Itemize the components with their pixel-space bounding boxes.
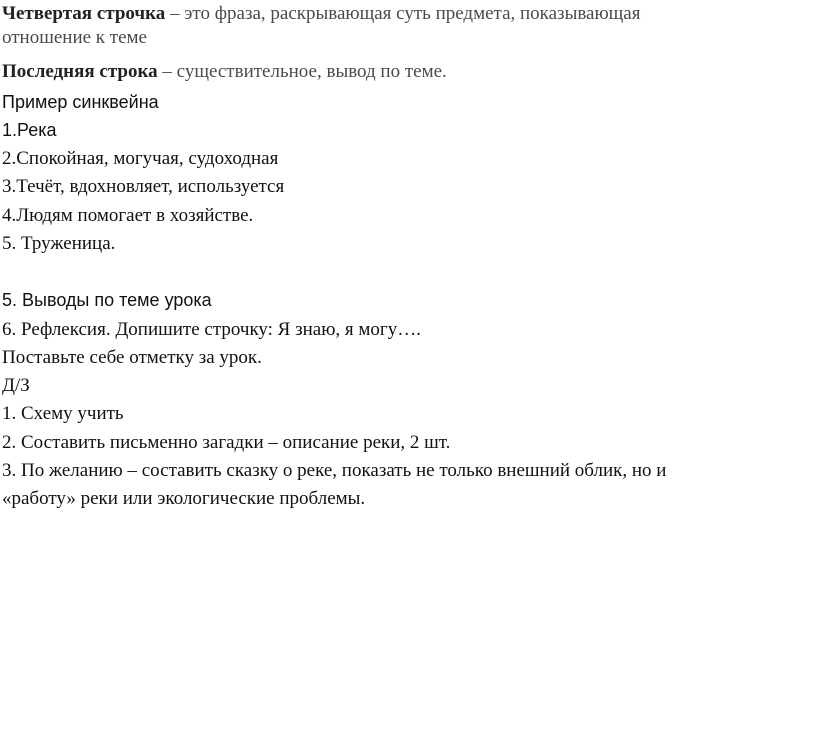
homework-item: 2. Составить письменно загадки – описание реки, 2 шт. <box>2 432 451 453</box>
example-item: 5. Труженица. <box>2 233 116 254</box>
definition-last-line <box>2 60 447 84</box>
homework-item: «работу» реки или экологические проблемы. <box>2 488 366 509</box>
example-item: 2.Спокойная, могучая, судоходная <box>2 148 279 169</box>
homework-heading: Д/З <box>2 375 30 396</box>
definition-term: Последняя строка <box>2 61 158 82</box>
self-grade-line: Поставьте себе отметку за урок. <box>2 347 262 368</box>
example-item: 4.Людям помогает в хозяйстве. <box>2 205 254 226</box>
definition-text: – существительное, вывод по теме. <box>157 61 447 82</box>
example-item: 1.Река <box>2 120 57 140</box>
definition-fourth-line-continuation: отношение к теме <box>2 27 147 48</box>
homework-item: 1. Схему учить <box>2 403 124 424</box>
example-item: 3.Течёт, вдохновляет, используется <box>2 176 285 197</box>
definition-term: Четвертая строчка <box>2 3 166 24</box>
definition-fourth-line <box>2 2 640 26</box>
reflection-line: 6. Рефлексия. Допишите строчку: Я знаю, я могу…. <box>2 319 421 340</box>
example-heading: Пример синквейна <box>2 92 159 112</box>
conclusions-line: 5. Выводы по теме урока <box>2 290 212 310</box>
definition-text: – это фраза, раскрывающая суть предмета, показывающая <box>165 3 641 24</box>
homework-item: 3. По желанию – составить сказку о реке, показать не только внешний облик, но и <box>2 460 667 481</box>
